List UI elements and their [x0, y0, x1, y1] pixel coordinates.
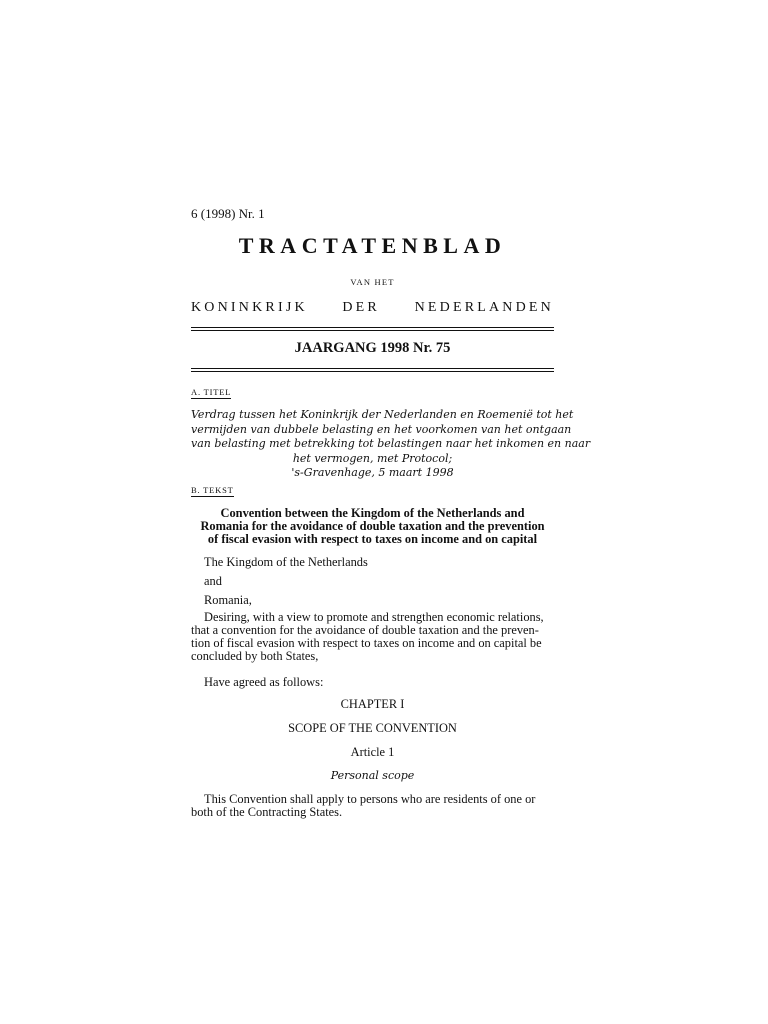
agreed-text: Have agreed as follows:: [204, 675, 324, 689]
titel-line: 's-Gravenhage, 5 maart 1998: [291, 466, 454, 479]
chapter-heading: CHAPTER I: [340, 697, 405, 711]
party-and: and: [204, 574, 222, 588]
paragraph-line: This Convention shall apply to persons who are residents of one or: [204, 792, 536, 806]
article-paragraph: [191, 793, 554, 819]
divider-rule: [191, 330, 554, 331]
paragraph-line: that a convention for the avoidance of double taxation and the preven-: [191, 623, 539, 637]
paragraph-line: both of the Contracting States.: [191, 805, 343, 819]
desiring-paragraph: [191, 611, 554, 663]
section-a-label: A. TITEL: [191, 387, 232, 397]
divider-rule: [191, 368, 554, 369]
convention-title-line: Convention between the Kingdom of the Netherlands and: [220, 506, 525, 520]
titel-line: vermijden van dubbele belasting en het voorkomen van het ontgaan: [191, 422, 572, 436]
paragraph-line: tion of fiscal evasion with respect to taxes on income and on capital be: [191, 636, 542, 650]
paragraph-line: Desiring, with a view to promote and strengthen economic relations,: [204, 610, 544, 624]
convention-title: [191, 507, 554, 546]
titel-line: het vermogen, met Protocol;: [292, 451, 453, 465]
jaargang-heading: JAARGANG 1998 Nr. 75: [294, 340, 451, 356]
convention-title-line: Romania for the avoidance of double taxation and the prevention: [200, 519, 545, 533]
kingdom-word-1: KONINKRIJK: [191, 300, 308, 315]
chapter-title: SCOPE OF THE CONVENTION: [288, 721, 457, 735]
divider-rule: [191, 327, 554, 328]
kingdom-word-2: DER: [342, 300, 380, 315]
publication-reference: 6 (1998) Nr. 1: [191, 206, 265, 221]
document-title: TRACTATENBLAD: [238, 233, 507, 258]
article-heading: Article 1: [350, 745, 395, 759]
party-romania: Romania,: [204, 593, 252, 607]
convention-title-line: of fiscal evasion with respect to taxes on income and on capital: [207, 532, 538, 546]
party-netherlands: The Kingdom of the Netherlands: [204, 555, 368, 569]
kingdom-word-3: NEDERLANDEN: [414, 300, 554, 315]
van-het-text: VAN HET: [350, 277, 395, 287]
divider-rule: [191, 371, 554, 372]
titel-line: Verdrag tussen het Koninkrijk der Nederlanden en Roemenië tot het: [191, 408, 574, 421]
titel-line: van belasting met betrekking tot belastingen naar het inkomen en naar: [191, 437, 591, 450]
kingdom-line: [191, 300, 554, 316]
section-b-label: B. TEKST: [191, 485, 234, 495]
article-title: Personal scope: [330, 769, 415, 782]
paragraph-line: concluded by both States,: [191, 649, 319, 663]
titel-text: [191, 408, 591, 481]
